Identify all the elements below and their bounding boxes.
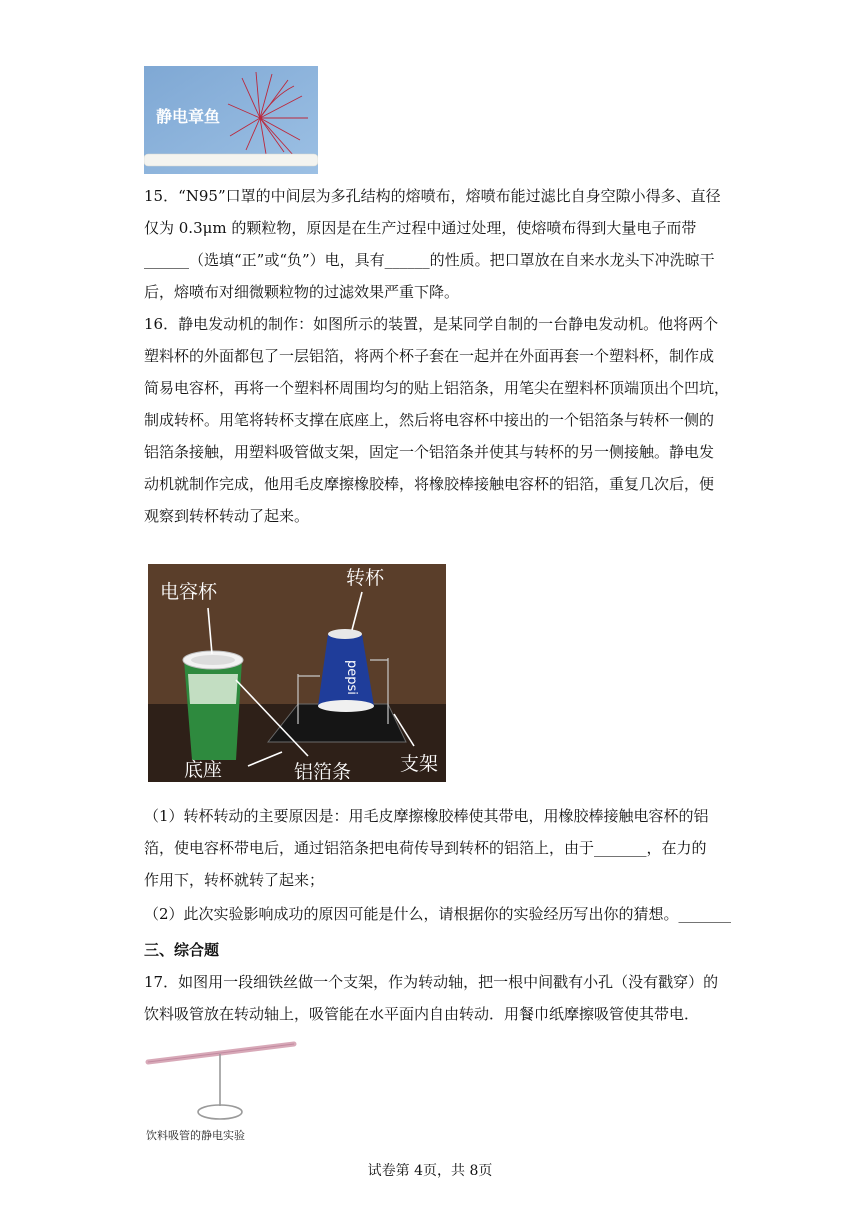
straw-edge <box>148 1044 294 1062</box>
question-15 <box>144 180 721 308</box>
q16-line: 16．静电发动机的制作：如图所示的装置，是某同学自制的一台静电发动机。他将两个 <box>144 315 719 333</box>
label-rotor-cup: 转杯 <box>346 567 385 589</box>
q16-line: 制成转杯。用笔将转杯支撑在底座上，然后将电容杯中接出的一个铝箔条与转杯一侧的 <box>144 411 715 429</box>
question-16-sub1 <box>144 800 718 896</box>
octopus-caption: 静电章鱼 <box>156 107 221 126</box>
motor-figure <box>148 564 446 782</box>
capacitor-cup <box>183 651 243 760</box>
q15-line: 仅为 0.3μm 的颗粒物，原因是在生产过程中通过处理，使熔喷布得到大量电子而带 <box>144 219 697 237</box>
q16-line: 简易电容杯，再将一个塑料杯周围均匀的贴上铝箔条，用笔尖在塑料杯顶端顶出个凹坑， <box>144 379 730 397</box>
q16-sub1-line: 作用下，转杯就转了起来； <box>144 871 325 889</box>
label-capacitor-cup: 电容杯 <box>160 581 218 603</box>
q16-sub2-line: （2）此次实验影响成功的原因可能是什么，请根据你的实验经历写出你的猜想。_______ <box>144 905 732 923</box>
question-16-sub2 <box>144 898 732 930</box>
q16-line: 动机就制作完成，他用毛皮摩擦橡胶棒，将橡胶棒接触电容杯的铝箔，重复几次后，便 <box>144 475 715 493</box>
q17-line: 饮料吸管放在转动轴上，吸管能在水平面内自由转动．用餐巾纸摩擦吸管使其带电． <box>144 1005 700 1023</box>
q16-line: 塑料杯的外面都包了一层铝箔，将两个杯子套在一起并在外面再套一个塑料杯，制作成 <box>144 347 715 365</box>
q16-sub1-line: 箔，使电容杯带电后，通过铝箔条把电荷传导到转杯的铝箔上，由于_______，在力的 <box>144 839 707 857</box>
label-stand: 支架 <box>400 753 439 775</box>
label-base: 底座 <box>184 759 223 781</box>
label-foil-strip: 铝箔条 <box>294 761 352 782</box>
page-footer: 试卷第 4页，共 8页 <box>367 1163 493 1179</box>
question-16 <box>144 308 730 532</box>
q16-sub1-line: （1）转杯转动的主要原因是：用毛皮摩擦橡胶棒使其带电，用橡胶棒接触电容杯的铝 <box>144 807 709 825</box>
cup-brand: pepsi <box>344 660 359 695</box>
straw-caption: 饮料吸管的静电实验 <box>146 1129 245 1142</box>
question-17 <box>144 966 718 1030</box>
straw-figure <box>144 1036 304 1148</box>
q17-line: 17．如图用一段细铁丝做一个支架，作为转动轴，把一根中间戳有小孔（没有戳穿）的 <box>144 973 719 991</box>
q16-line: 观察到转杯转动了起来。 <box>144 507 310 525</box>
octopus-figure <box>144 66 318 174</box>
q16-line: 铝箔条接触，用塑料吸管做支架，固定一个铝箔条并使其与转杯的另一侧接触。静电发 <box>144 443 715 461</box>
section-heading <box>144 934 718 966</box>
straw-drawing <box>144 1036 304 1148</box>
q15-line: ______（选填“正”或“负”）电，具有______的性质。把口罩放在自来水龙头下冲洗晾干 <box>144 251 715 269</box>
q15-line: 后，熔喷布对细微颗粒物的过滤效果严重下降。 <box>144 283 460 301</box>
q15-line: 15．“N95”口罩的中间层为多孔结构的熔喷布，熔喷布能过滤比自身空隙小得多、直径 <box>144 187 721 205</box>
octopus-photo <box>144 66 318 174</box>
section-title: 三、综合题 <box>144 941 220 959</box>
iron-wire-base <box>198 1105 242 1119</box>
plastic-rod <box>144 154 318 166</box>
motor-photo <box>148 564 446 782</box>
